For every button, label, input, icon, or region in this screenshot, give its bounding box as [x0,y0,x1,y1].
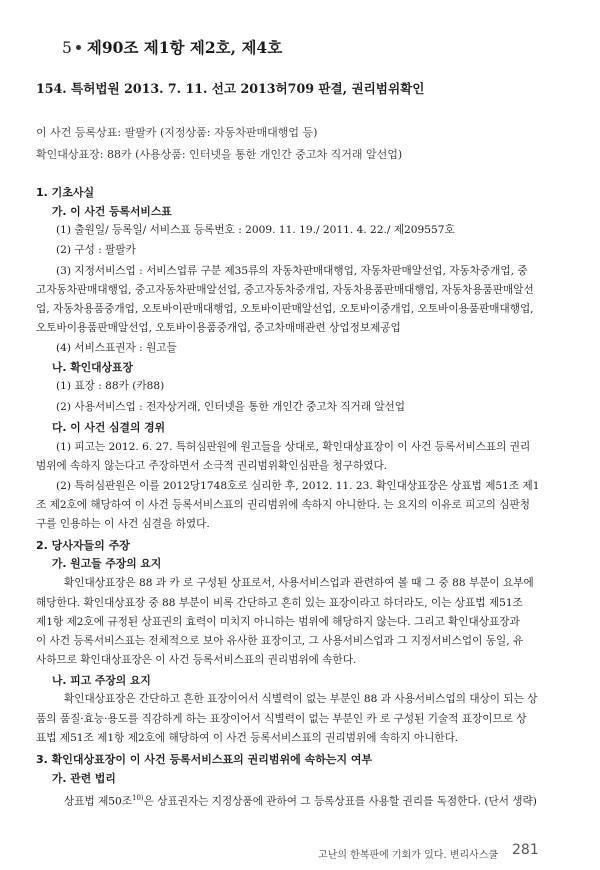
plaintiff-paragraph-line: 해당한다. 확인대상표장 중 88 부분이 비록 간단하고 흔히 있는 표장이라고 하더라도, 이는 상표법 제51조 [36,597,523,609]
registered-mark-info: 이 사건 등록상표: 팔팔카 (지정상품: 자동차판매대행업 등) [36,126,318,139]
designated-services-line: 고자동차판매대행업, 중고자동차판매알선업, 중고자동차중개업, 자동차용품판매대행업, 자동차용품판매알선 [36,284,534,296]
trial-paragraph-line: (2) 특허심판원은 이를 2012당1748호로 심리한 후, 2012. 11. 23. 확인대상표장은 상표법 제51조 제1 [56,480,540,492]
designated-services-line: 오토바이용품판매알선업, 오토바이용품중개업, 중고차매매관련 상업정보제공업 [36,322,401,334]
use-services-line: (2) 사용서비스업 : 전자상거래, 인터넷을 통한 개인간 중고차 직거래 알선업 [56,401,406,413]
owner-line: (4) 서비스표권자 : 원고들 [56,342,177,354]
composition-line: (2) 구성 : 팔팔카 [56,244,136,256]
section-number: 5 [62,39,72,57]
law-text: 은 상표권자는 지정상품에 관하여 그 등록상표를 사용할 권리를 독점한다. (단서 생략) [143,795,537,808]
trial-paragraph-line: 조 제2호에 해당하여 이 사건 등록서비스표의 권리범위에 속하지 아니한다. 는 요지의 이유로 피고의 심판청 [36,499,530,511]
bullet-dot-icon [76,45,81,50]
heading-confirm-mark: 나. 확인대상표장 [52,361,133,374]
registration-line: (1) 출원일/ 등록일/ 서비스표 등록번호 : 2009. 11. 19./ 2011. 4. 22./ 제209557호 [56,224,455,236]
plaintiff-paragraph-line: 사하므로 확인대상표장은 이 사건 등록서비스표의 권리범위에 속한다. [36,654,357,666]
footnote-ref[interactable]: 10) [132,794,144,802]
mark-line: (1) 표장 : 88카 (카88) [56,380,165,392]
trial-paragraph-line: (1) 피고는 2012. 6. 27. 특허심판원에 원고들을 상대로, 확인대상표장이 이 사건 등록서비스표의 권리 [56,441,531,453]
case-title: 154. 특허법원 2013. 7. 11. 선고 2013허709 판결, 권리범위확인 [36,81,425,96]
heading-defendant-claim: 나. 피고 주장의 요지 [52,674,151,687]
heading-plaintiff-claim: 가. 원고들 주장의 요지 [52,557,162,570]
law-paragraph-line [64,791,537,809]
section-heading [62,36,282,58]
heading-registered-mark: 가. 이 사건 등록서비스표 [52,205,172,218]
designated-services-line: (3) 지정서비스업 : 서비스업류 구분 제35류의 자동차판매대행업, 자동차판매알선업, 자동차중개업, 중 [56,265,528,277]
section-title: 제90조 제1항 제2호, 제4호 [86,38,283,57]
heading-scope-question: 3. 확인대상표장이 이 사건 등록서비스표의 권리범위에 속하는지 여부 [36,753,373,766]
trial-paragraph-line: 범위에 속하지 않는다고 주장하면서 소극적 권리범위확인심판을 청구하였다. [36,460,388,472]
heading-legal-principle: 가. 관련 법리 [52,772,116,785]
plaintiff-paragraph-line: 확인대상표장은 88 과 카 로 구성된 상표로서, 사용서비스업과 관련하여 볼 때 그 중 88 부분이 요부에 [64,577,534,589]
confirm-mark-info: 확인대상표장: 88카 (사용상품: 인터넷을 통한 개인간 중고차 직거래 알선업) [36,148,403,161]
heading-trial-history: 다. 이 사건 심결의 경위 [52,421,166,434]
law-text: 상표법 제50조 [64,795,133,808]
trial-paragraph-line: 구를 인용하는 이 사건 심결을 하였다. [36,518,210,530]
heading-parties-claims: 2. 당사자들의 주장 [36,539,130,552]
designated-services-line: 업, 자동차용품중개업, 오토바이판매대행업, 오토바이판매알선업, 오토바이중개업, 오토바이용품판매대행업, [36,303,534,315]
defendant-paragraph-line: 표법 제51조 제1항 제2호에 해당하여 이 사건 등록서비스표의 권리범위에 속하지 아니한다. [36,732,459,744]
defendant-paragraph-line: 확인대상표장은 간단하고 흔한 표장이어서 식별력이 없는 부분인 88 과 사용서비스업의 대상이 되는 상 [64,693,538,705]
footer-slogan: 고난의 한복판에 기회가 있다. 변리사스쿨 [318,850,499,861]
plaintiff-paragraph-line: 제1항 제2호에 규정된 상표권의 효력이 미치지 아니하는 범위에 해당하지 않는다. 그리고 확인대상표장과 [36,616,520,628]
plaintiff-paragraph-line: 이 사건 등록서비스표는 전체적으로 보아 유사한 표장이고, 그 사용서비스업과 그 지정서비스업이 동일, 유 [36,635,524,647]
page-number: 281 [512,842,539,858]
heading-basic-facts: 1. 기초사실 [36,186,95,199]
defendant-paragraph-line: 품의 품질·효능·용도를 직감하게 하는 표장이어서 식별력이 없는 부분인 카 로 구성된 기술적 표장이므로 상 [36,713,527,725]
